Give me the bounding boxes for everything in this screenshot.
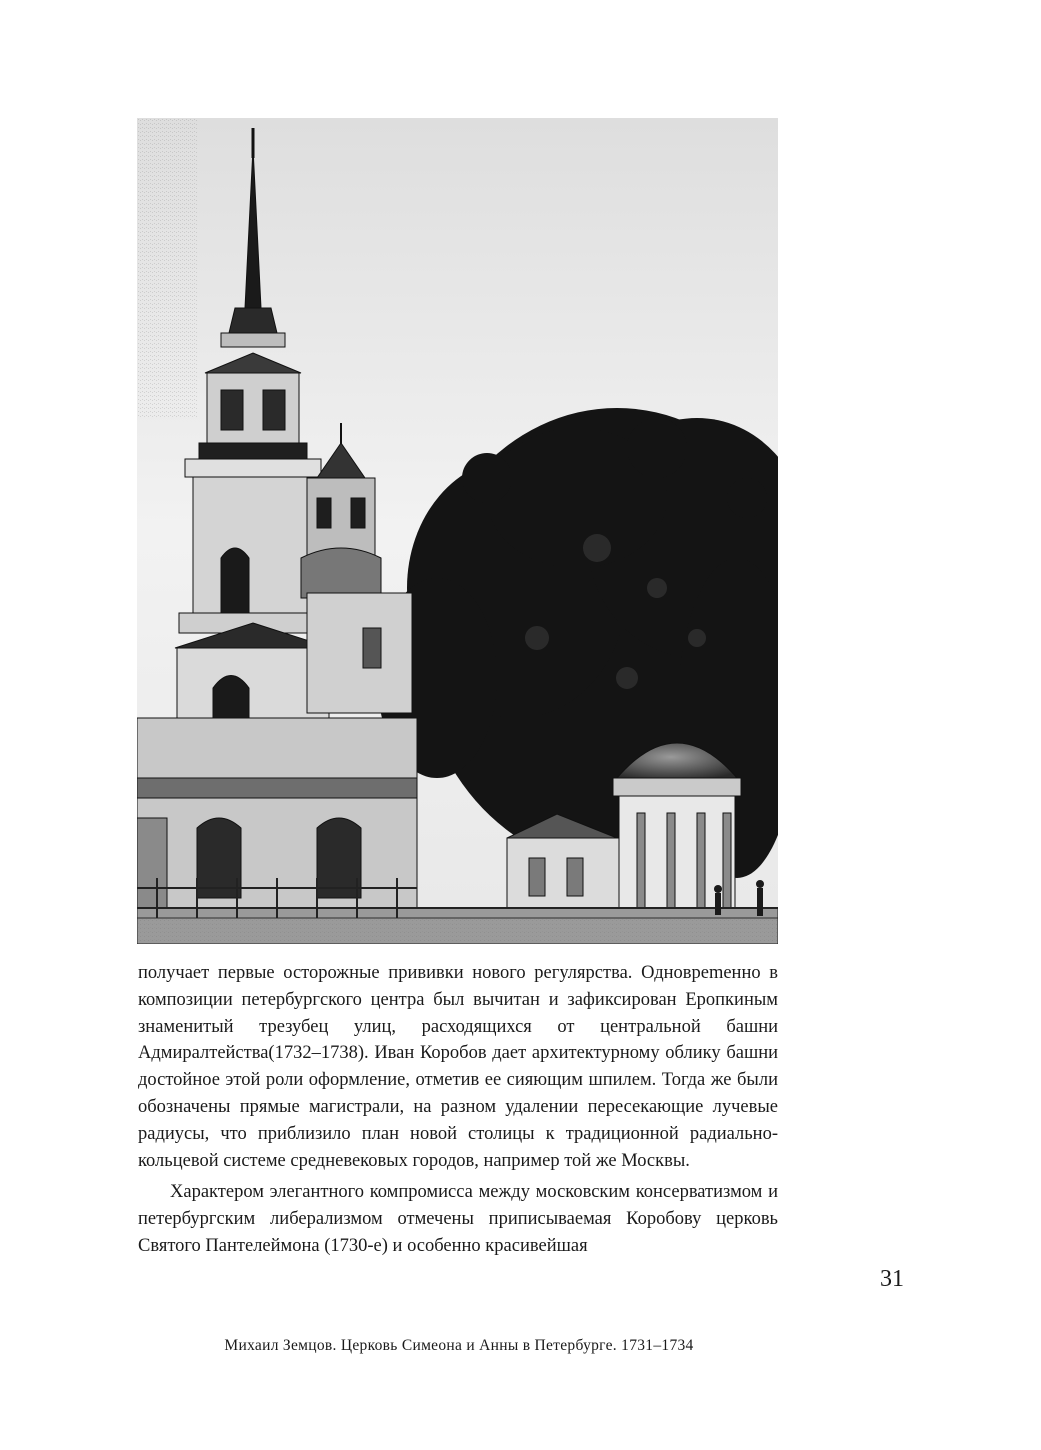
paragraph-1: получает первые осторожные прививки нового регулярства. Одновреmенно в композиции петербургского центра был вычитан и зафиксирован Еропкиным знаменитый трезубец улиц, расходящихся от центральной башни Адмиралтейства(1732–1738). Иван Коробов дает архитектурному облику башни достойное этой роли оформление, отметив ее сияющим шпилем. Тогда же были обозначены прямые магистрали, на разном удалении пересекающие лучевые радиусы, что приблизило план новой столицы к традиционной радиально-кольцевой системе средневековых городов, например той же Москвы. [138,963,778,1171]
page-number: 31 [880,1266,904,1292]
body-text [138,960,778,1260]
photo-ground [137,908,778,944]
paragraph-2: Характером элегантного компромисса между московским консерватизмом и петербургским либерализмом отмечены приписываемая Коробову церковь Святого Пантелеймона (1730-е) и особенно красивейшая [138,1182,778,1256]
church-photo [137,118,778,944]
photo-caption: Михаил Земцов. Церковь Симеона и Анны в Петербурге. 1731–1734 [224,1337,694,1354]
